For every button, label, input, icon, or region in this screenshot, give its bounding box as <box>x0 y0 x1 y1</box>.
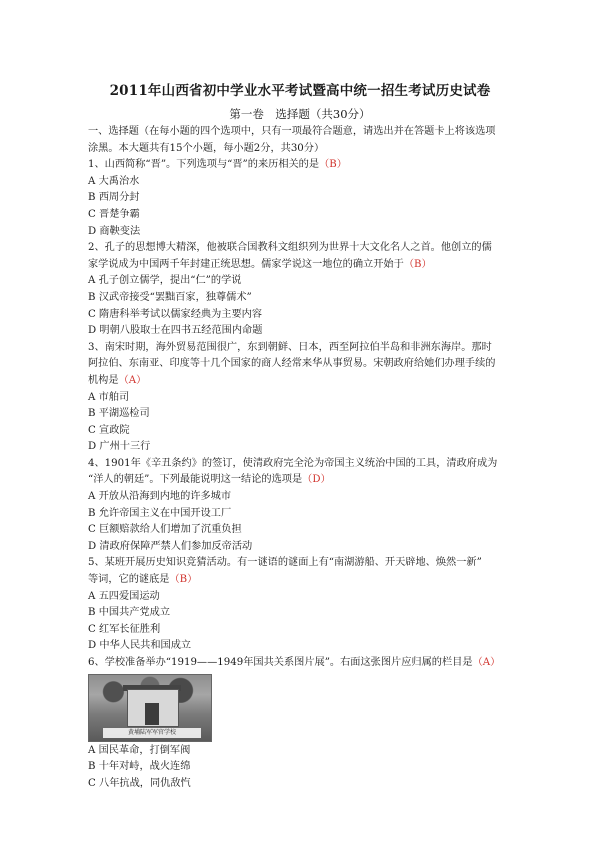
question-text: 机构是 <box>88 374 119 386</box>
option-d: D 广州十三行 <box>88 441 151 453</box>
whampoa-academy-photo <box>88 674 212 742</box>
instructions-line: 涂黑。本大题共有15个小题，每小题2分，共30分） <box>88 142 325 154</box>
question-text: 家学说成为中国两千年封建正统思想。儒家学说这一地位的确立开始于 <box>88 258 404 270</box>
option-b: B 十年对峙，战火连绵 <box>88 761 191 773</box>
answer-marker: （A） <box>118 374 147 386</box>
option-a: A 国民革命，打倒军阀 <box>88 744 191 756</box>
section-subtitle: 第一卷 选择题（共30分） <box>229 107 371 121</box>
exam-content <box>88 124 528 792</box>
option-a: A 孔子创立儒学，提出“仁”的学说 <box>88 275 242 287</box>
question-5-stem: 5、某班开展历史知识竞猜活动。有一谜语的谜面上有“南湖游船、开天辟地、焕然一新” <box>88 557 482 569</box>
gate-door-shape <box>145 703 159 725</box>
question-3-stem <box>88 373 528 390</box>
option-d: D 明朝八股取士在四书五经范围内命题 <box>88 325 263 337</box>
question-5-stem <box>88 572 528 589</box>
answer-marker: （B） <box>403 258 432 270</box>
instructions-line: 一、选择题（在每小题的四个选项中，只有一项最符合题意，请选出并在答题卡上将该选项 <box>88 126 496 137</box>
question-3-stem: 阿拉伯、东南亚、印度等十几个国家的商人经常来华从事贸易。宋朝政府给她们办理手续的 <box>88 358 496 370</box>
question-2-stem <box>88 257 528 274</box>
question-text: 1、山西简称“晋”。下列选项与“晋”的来历相关的是 <box>88 159 320 171</box>
option-d: D 商鞅变法 <box>88 225 141 237</box>
option-a: A 五四爱国运动 <box>88 590 160 602</box>
option-d: D 清政府保障严禁人们参加反帝活动 <box>88 540 253 552</box>
option-b: B 允许帝国主义在中国开设工厂 <box>88 507 232 519</box>
option-a: A 市舶司 <box>88 391 130 403</box>
option-c: C 晋楚争霸 <box>88 208 140 220</box>
answer-marker: （B） <box>169 574 198 586</box>
option-b: B 西周分封 <box>88 192 140 204</box>
option-c: C 红军长征胜利 <box>88 623 161 635</box>
option-d: D 中华人民共和国成立 <box>88 640 192 652</box>
question-6-stem <box>88 655 528 672</box>
question-text: 等词，它的谜底是 <box>88 574 170 586</box>
question-1-stem <box>88 157 528 174</box>
page-title: 2011年山西省初中学业水平考试暨高中统一招生考试历史试卷 <box>109 83 491 99</box>
option-c: C 宣政院 <box>88 424 130 436</box>
option-c: C 八年抗战，同仇敌忾 <box>88 777 191 789</box>
photo-caption: 黄埔陆军军官学校 <box>103 728 201 738</box>
question-text: 6、学校准备举办“1919——1949年国共关系图片展”。右面这张图片应归属的栏目是 <box>88 657 473 668</box>
question-3-stem: 3、南宋时期，海外贸易范围很广，东到朝鲜、日本，西至阿拉伯半岛和非洲东海岸。那时 <box>88 341 492 353</box>
photo-container <box>88 674 528 742</box>
option-b: B 中国共产党成立 <box>88 607 171 619</box>
option-b: B 平湖巡检司 <box>88 408 150 420</box>
question-text: “洋人的朝廷”。下列最能说明这一结论的选项是 <box>88 474 303 486</box>
answer-marker: （B） <box>319 159 347 171</box>
question-4-stem: 4、1901年《辛丑条约》的签订，使清政府完全沦为帝国主义统治中国的工具，清政府成为 <box>88 457 498 469</box>
option-c: C 巨额赔款给人们增加了沉重负担 <box>88 524 242 536</box>
option-c: C 隋唐科举考试以儒家经典为主要内容 <box>88 308 263 320</box>
question-2-stem: 2、孔子的思想博大精深，他被联合国教科文组织列为世界十大文化名人之首。他创立的儒 <box>88 242 492 254</box>
answer-marker: （A） <box>472 657 501 668</box>
option-a: A 开放从沿海到内地的许多城市 <box>88 491 232 503</box>
question-4-stem <box>88 472 528 489</box>
option-a: A 大禹治水 <box>88 175 140 187</box>
answer-marker: （D） <box>302 474 331 486</box>
option-b: B 汉武帝接受“罢黜百家，独尊儒术” <box>88 291 252 303</box>
